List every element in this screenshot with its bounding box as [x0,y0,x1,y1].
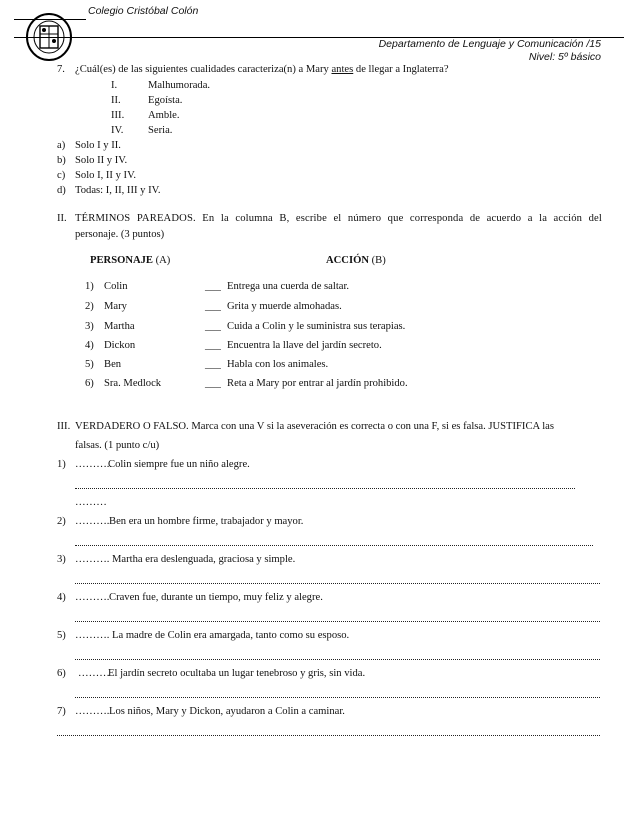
school-name: Colegio Cristóbal Colón [88,5,199,17]
section-2-instructions: TÉRMINOS PAREADOS. En la columna B, escribe el número que corresponda de acuerdo a la acción del [75,213,602,224]
justification-line[interactable] [75,583,600,584]
action-text: Reta a Mary por entrar al jardín prohibido. [227,378,408,389]
question-7-number: 7. [57,64,65,75]
roman-item: Egoísta. [148,95,183,106]
answer-blank[interactable]: ___ [205,378,221,389]
justification-line[interactable] [75,621,600,622]
justification-line[interactable] [75,545,593,546]
statement-text: Colin siempre fue un niño alegre. [108,459,250,470]
pair-number: 4) [85,340,94,351]
section-2-numeral: II. [57,213,67,224]
roman-item: Amble. [148,110,180,121]
justification-tail: ……… [75,497,107,508]
question-7-stem: ¿Cuál(es) de las siguientes cualidades caracteriza(n) a Mary antes de llegar a Inglaterra? [75,64,449,75]
pair-number: 2) [85,301,94,312]
vf-blank[interactable]: ………. [75,516,110,527]
option-letter: c) [57,170,66,181]
statement-number: 4) [57,592,66,603]
option-b: Solo II y IV. [75,155,128,166]
option-c: Solo I, II y IV. [75,170,137,181]
vf-blank[interactable]: ………. [75,592,110,603]
option-letter: a) [57,140,66,151]
action-text: Cuida a Colin y le suministra sus terapias. [227,321,406,332]
header-rule-top [14,19,86,20]
statement-text: Martha era deslenguada, graciosa y simple. [112,554,296,565]
option-a: Solo I y II. [75,140,121,151]
statement-number: 5) [57,630,66,641]
vf-blank[interactable]: ……… [78,668,110,679]
roman-numeral: II. [111,95,121,106]
statement-number: 7) [57,706,66,717]
answer-blank[interactable]: ___ [205,301,221,312]
answer-blank[interactable]: ___ [205,321,221,332]
vf-blank[interactable]: ………. [75,630,110,641]
statement-text: La madre de Colin era amargada, tanto como su esposo. [112,630,350,641]
statement-text: El jardín secreto ocultaba un lugar tenebroso y gris, sin vida. [108,668,366,679]
justification-line[interactable] [57,735,600,736]
justification-line[interactable] [75,659,600,660]
character-name: Mary [104,301,127,312]
pair-number: 6) [85,378,94,389]
column-a-header: PERSONAJE (A) [90,255,171,266]
option-d: Todas: I, II, III y IV. [75,185,161,196]
section-3-instructions: VERDADERO O FALSO. Marca con una V si la aseveración es correcta o con una F, si es falsa. JUSTIFICA las [75,421,555,432]
section-3-instructions-cont: falsas. (1 punto c/u) [75,440,160,451]
answer-blank[interactable]: ___ [205,359,221,370]
action-text: Grita y muerde almohadas. [227,301,342,312]
statement-text: Ben era un hombre firme, trabajador y mayor. [109,516,304,527]
statement-number: 2) [57,516,66,527]
level-label: Nivel: 5º básico [528,51,601,63]
option-letter: d) [57,185,66,196]
justification-line[interactable] [75,488,575,489]
roman-item: Seria. [148,125,173,136]
answer-blank[interactable]: ___ [205,340,221,351]
character-name: Colin [104,281,128,292]
answer-blank[interactable]: ___ [205,281,221,292]
justification-line[interactable] [75,697,600,698]
pair-number: 3) [85,321,94,332]
vf-blank[interactable]: ………. [75,554,110,565]
column-b-header: ACCIÓN (B) [326,255,386,266]
department-label: Departamento de Lenguaje y Comunicación /15 [378,38,601,50]
vf-blank[interactable]: ………. [75,706,110,717]
statement-number: 1) [57,459,66,470]
action-text: Entrega una cuerda de saltar. [227,281,350,292]
section-2-instructions-cont: personaje. (3 puntos) [75,229,165,240]
roman-item: Malhumorada. [148,80,211,91]
pair-number: 1) [85,281,94,292]
character-name: Ben [104,359,122,370]
roman-numeral: IV. [111,125,124,136]
character-name: Dickon [104,340,136,351]
statement-text: Los niños, Mary y Dickon, ayudaron a Colin a caminar. [109,706,345,717]
section-3-numeral: III. [57,421,71,432]
action-text: Habla con los animales. [227,359,329,370]
character-name: Martha [104,321,135,332]
statement-number: 3) [57,554,66,565]
option-letter: b) [57,155,66,166]
roman-numeral: III. [111,110,125,121]
statement-number: 6) [57,668,66,679]
vf-blank[interactable]: ……….. [75,459,113,470]
pair-number: 5) [85,359,94,370]
character-name: Sra. Medlock [104,378,162,389]
action-text: Encuentra la llave del jardín secreto. [227,340,382,351]
roman-numeral: I. [111,80,118,91]
statement-text: Craven fue, durante un tiempo, muy feliz y alegre. [109,592,323,603]
